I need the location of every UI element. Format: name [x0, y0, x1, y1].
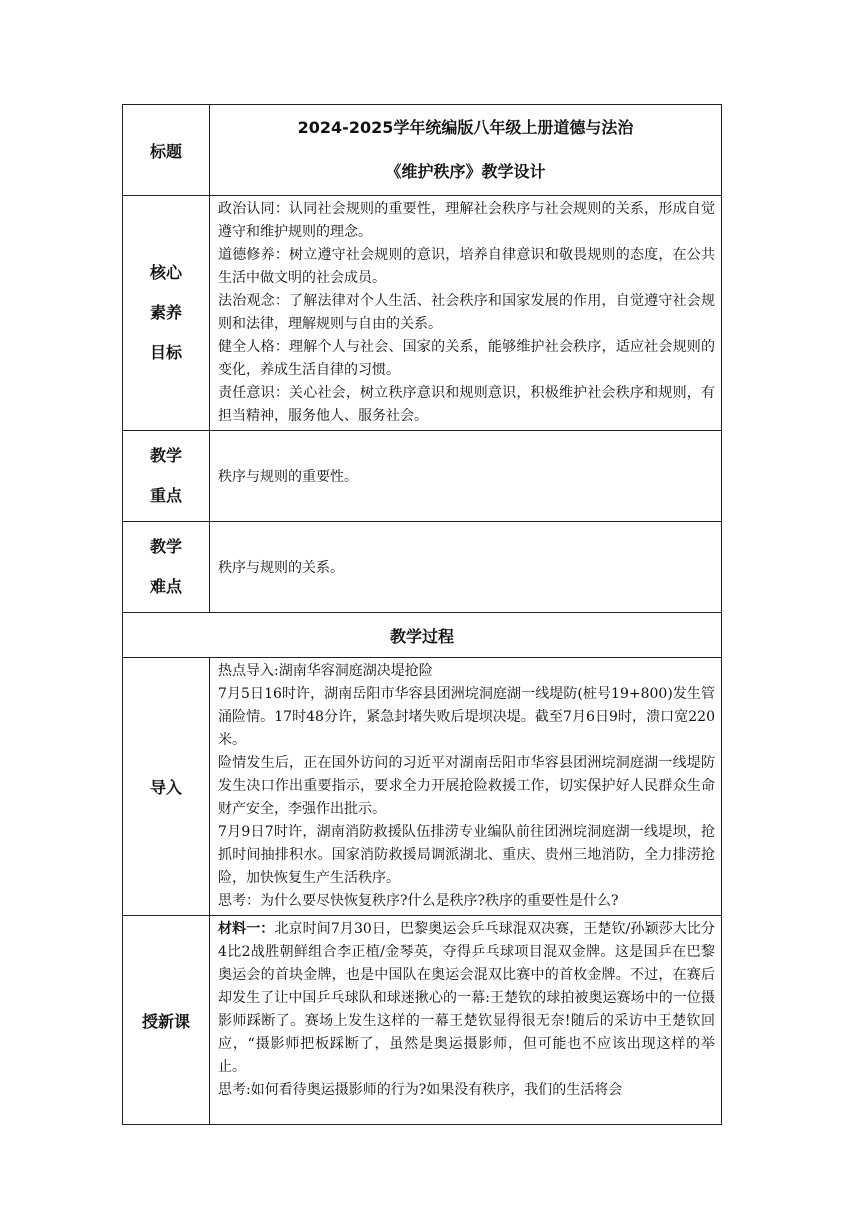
goals-row: [123, 196, 722, 431]
new-lesson-content: [210, 916, 722, 1125]
difficulty-label: [123, 522, 210, 613]
goals-label-line: 目标: [149, 343, 182, 362]
process-row: [123, 613, 722, 658]
title-row: [123, 105, 722, 196]
intro-paragraph: 7月9日7时许，湖南消防救援队伍排涝专业编队前往团洲垸洞庭湖一线堤坝，抢抓时间抽排积水。国家消防救援局调派湖北、重庆、贵州三地消防，全力排涝抢险，加快恢复生产生活秩序。: [218, 824, 715, 886]
goals-label: [123, 196, 210, 431]
title-label: 标题: [123, 105, 210, 196]
document-title: [210, 105, 722, 196]
key-point-text: 秩序与规则的重要性。: [210, 431, 722, 522]
lesson-plan-table: [122, 104, 722, 1125]
intro-row: [123, 658, 722, 916]
key-point-label-line: 重点: [149, 486, 182, 505]
goals-content: [210, 196, 722, 431]
goal-paragraph: 法治观念：了解法律对个人生活、社会秩序和国家发展的作用，自觉遵守社会规则和法律，理解规则与自由的关系。: [218, 293, 715, 332]
goal-paragraph: 责任意识：关心社会，树立秩序意识和规则意识，积极维护社会秩序和规则，有担当精神，服务他人、服务社会。: [218, 385, 715, 424]
goals-label-line: 核心: [149, 263, 182, 282]
material-label: 材料一：: [218, 921, 275, 937]
new-lesson-row: [123, 916, 722, 1125]
goal-paragraph: 道德修养：树立遵守社会规则的意识，培养自律意识和敬畏规则的态度，在公共生活中做文明的社会成员。: [218, 247, 715, 286]
difficulty-text: 秩序与规则的关系。: [210, 522, 722, 613]
key-point-label-line: 教学: [149, 446, 182, 465]
intro-label: 导入: [123, 658, 210, 916]
goals-label-line: 素养: [149, 303, 182, 322]
goal-paragraph: 健全人格：理解个人与社会、国家的关系，能够维护社会秩序，适应社会规则的变化，养成生活自律的习惯。: [218, 339, 715, 378]
process-title: 教学过程: [123, 613, 722, 658]
difficulty-label-line: 难点: [149, 577, 182, 596]
key-point-label: [123, 431, 210, 522]
difficulty-label-line: 教学: [149, 537, 182, 556]
difficulty-row: [123, 522, 722, 613]
think-paragraph: 思考:如何看待奥运摄影师的行为?如果没有秩序，我们的生活将会: [218, 1082, 623, 1098]
material-text: 北京时间7月30日，巴黎奥运会乒乓球混双决赛，王楚钦/孙颖莎大比分4比2战胜朝鲜组合李正植/金琴英，夺得乒乓球项目混双金牌。这是国乒在巴黎奥运会的首块金牌，也是中国队在奥运会混双比赛中的首枚金牌。不过，在赛后却发生了让中国乒乓球队和球迷揪心的一幕:王楚钦的球拍被奥运赛场中的一位摄影师踩断了。赛场上发生这样的一幕王楚钦显得很无奈!随后的采访中王楚钦回应，“摄影师把板踩断了，虽然是奥运摄影师，但可能也不应该出现这样的举止。: [218, 921, 716, 1075]
goal-paragraph: 政治认同：认同社会规则的重要性，理解社会秩序与社会规则的关系，形成自觉遵守和维护规则的理念。: [218, 201, 715, 240]
title-line-1: 2024-2025学年统编版八年级上册道德与法治: [297, 118, 634, 137]
new-lesson-label: 授新课: [123, 916, 210, 1125]
title-line-2: 《维护秩序》教学设计: [385, 162, 546, 181]
intro-paragraph: 7月5日16时许，湖南岳阳市华容县团洲垸洞庭湖一线堤防(桩号19+800)发生管涌险情。17时48分许，紧急封堵失败后堤坝决堤。截至7月6日9时，溃口宽220米。: [218, 686, 715, 748]
intro-paragraph: 热点导入:湖南华容洞庭湖决堤抢险: [218, 663, 433, 679]
material-paragraph: [218, 918, 715, 1079]
intro-content: [210, 658, 722, 916]
intro-paragraph: 思考：为什么要尽快恢复秩序?什么是秩序?秩序的重要性是什么?: [218, 893, 619, 909]
intro-paragraph: 险情发生后，正在国外访问的习近平对湖南岳阳市华容县团洲垸洞庭湖一线堤防发生决口作出重要指示，要求全力开展抢险救援工作，切实保护好人民群众生命财产安全，李强作出批示。: [218, 755, 715, 817]
key-point-row: [123, 431, 722, 522]
